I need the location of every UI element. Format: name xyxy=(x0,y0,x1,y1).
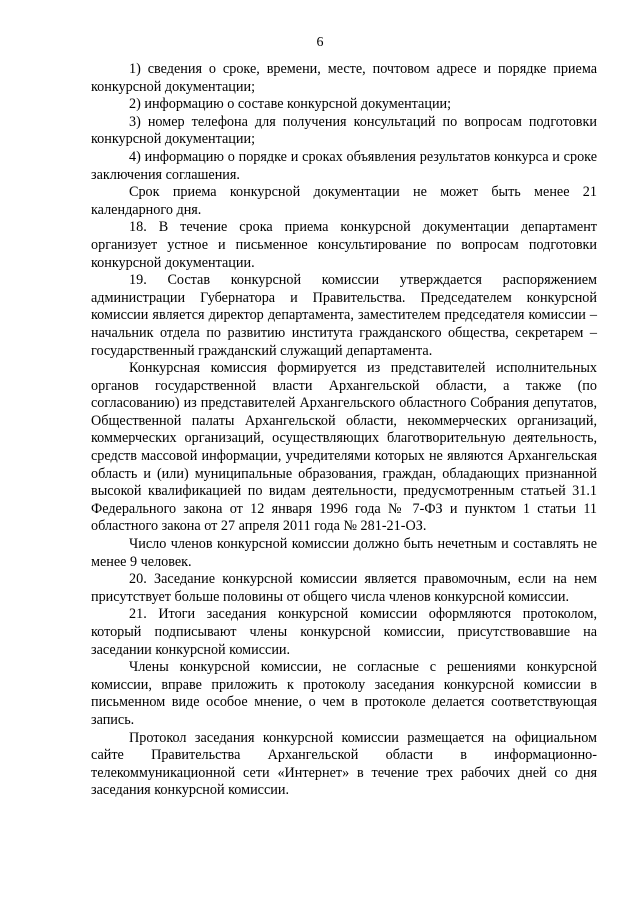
paragraph-deadline: Срок приема конкурсной документации не может быть менее 21 календарного дня. xyxy=(91,184,597,218)
paragraph-item-3: 3) номер телефона для получения консультаций по вопросам подготовки конкурсной документации; xyxy=(91,113,597,148)
paragraph-item-4: 4) информацию о порядке и сроках объявления результатов конкурса и сроке заключения соглашения. xyxy=(91,148,597,183)
paragraph-21: 21. Итоги заседания конкурсной комиссии оформляются протоколом, который подписывают члены конкурсной комиссии, присутствовавшие на заседании конкурсной комиссии. xyxy=(91,606,597,658)
paragraph-item-1: 1) сведения о сроке, времени, месте, почтовом адресе и порядке приема конкурсной документации; xyxy=(91,61,597,95)
paragraph-item-2: 2) информацию о составе конкурсной документации; xyxy=(129,96,452,113)
paragraph-19: 19. Состав конкурсной комиссии утверждается распоряжением администрации Губернатора и Правительства. Председателем конкурсной комиссии является директор департамента, заместителем председателя комиссии – начальник отдела по развитию института гражданского общества, секретарем – государственный гражданский служащий департамента. xyxy=(91,272,597,359)
paragraph-dissent: Члены конкурсной комиссии, не согласные с решениями конкурсной комиссии, вправе приложить к протоколу заседания конкурсной комиссии в письменном виде особое мнение, о чем в протоколе делается соответствующая запись. xyxy=(91,659,597,728)
paragraph-member-count: Число членов конкурсной комиссии должно быть нечетным и составлять не менее 9 человек. xyxy=(91,536,597,570)
paragraph-20: 20. Заседание конкурсной комиссии является правомочным, если на нем присутствует больше половины от общего числа членов конкурсной комиссии. xyxy=(91,571,597,605)
document-body xyxy=(91,61,597,800)
paragraph-protocol-publication: Протокол заседания конкурсной комиссии размещается на официальном сайте Правительства Архангельской области в информационно-телекоммуникационной сети «Интернет» в течение трех рабочих дней со дня заседания конкурсной комиссии. xyxy=(91,729,597,799)
page-number: 6 xyxy=(316,35,324,50)
paragraph-commission-composition: Конкурсная комиссия формируется из представителей исполнительных органов государственной власти Архангельской области, а также (по согласованию) из представителей Архангельского областного Собрания депутатов, Общественной палаты Архангельской области, некоммерческих организаций, коммерческих организаций, осуществляющих благотворительную деятельность, средств массовой информации, учредителями которых не являются Архангельская область и (или) муниципальные образования, граждан, обладающих признанной высокой квалификацией по видам деятельности, предусмотренным статьей 31.1 Федерального закона от 12 января 1996 года № 7-ФЗ и пунктом 1 статьи 11 областного закона от 27 апреля 2011 года № 281-21-ОЗ. xyxy=(91,360,597,535)
paragraph-18: 18. В течение срока приема конкурсной документации департамент организует устное и письменное консультирование по вопросам подготовки конкурсной документации. xyxy=(91,219,597,271)
